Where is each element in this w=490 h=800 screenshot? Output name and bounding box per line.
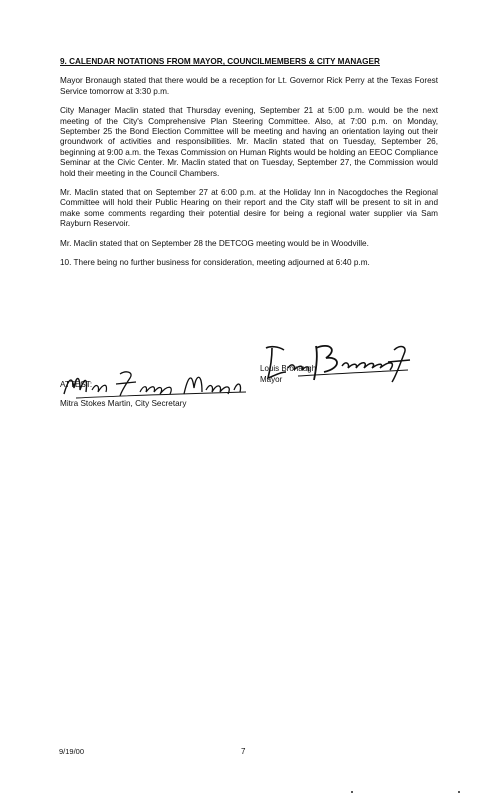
- page-number: 7: [241, 747, 246, 756]
- paragraph-public-hearing: Mr. Maclin stated that on September 27 at 6:00 p.m. at the Holiday Inn in Nacogdoches the Regional Committee will hold their Public Hearing on their report and the City staff will be present to sit in and make some comments regarding their potential desire for being a regional water supplier via Sam Rayburn Reservoir.: [60, 188, 438, 229]
- scan-speck: [458, 791, 460, 793]
- mayor-title: Mayor: [260, 374, 283, 384]
- attest-label: ATTEST:: [60, 380, 93, 389]
- paragraph-reception: Mayor Bronaugh stated that there would be a reception for Lt. Governor Rick Perry at the Texas Forest Service tomorrow at 3:30 p.m.: [60, 76, 438, 96]
- paragraph-detcog: Mr. Maclin stated that on September 28 the DETCOG meeting would be in Woodville.: [60, 238, 369, 248]
- paragraph-adjourned: 10. There being no further business for consideration, meeting adjourned at 6:40 p.m.: [60, 258, 370, 268]
- secretary-name-title: Mitra Stokes Martin, City Secretary: [60, 399, 187, 408]
- scan-speck: [351, 791, 353, 793]
- section-heading: 9. CALENDAR NOTATIONS FROM MAYOR, COUNCILMEMBERS & CITY MANAGER: [60, 57, 380, 66]
- document-body: [60, 57, 438, 278]
- footer-date: 9/19/00: [59, 747, 85, 756]
- mayor-name: Louis Bronaugh: [260, 364, 317, 373]
- paragraph-city-manager: City Manager Maclin stated that Thursday evening, September 21 at 5:00 p.m. would be the next meeting of the City's Comprehensive Plan Steering Committee. Also, at 7:00 p.m. on Monday, September 25 the Bond Election Committee will be meeting and having an orientation laying out their groundwork of activities and responsibilities. Mr. Maclin stated that on Tuesday, September 26, beginning at 9:00 a.m. the Texas Commission on Human Rights would be holding an EEOC Compliance Seminar at the Civic Center. Mr. Maclin stated that on Tuesday, September 27, the Commission would hold their meeting in the Council Chambers.: [60, 106, 438, 178]
- mayor-block: [260, 364, 316, 385]
